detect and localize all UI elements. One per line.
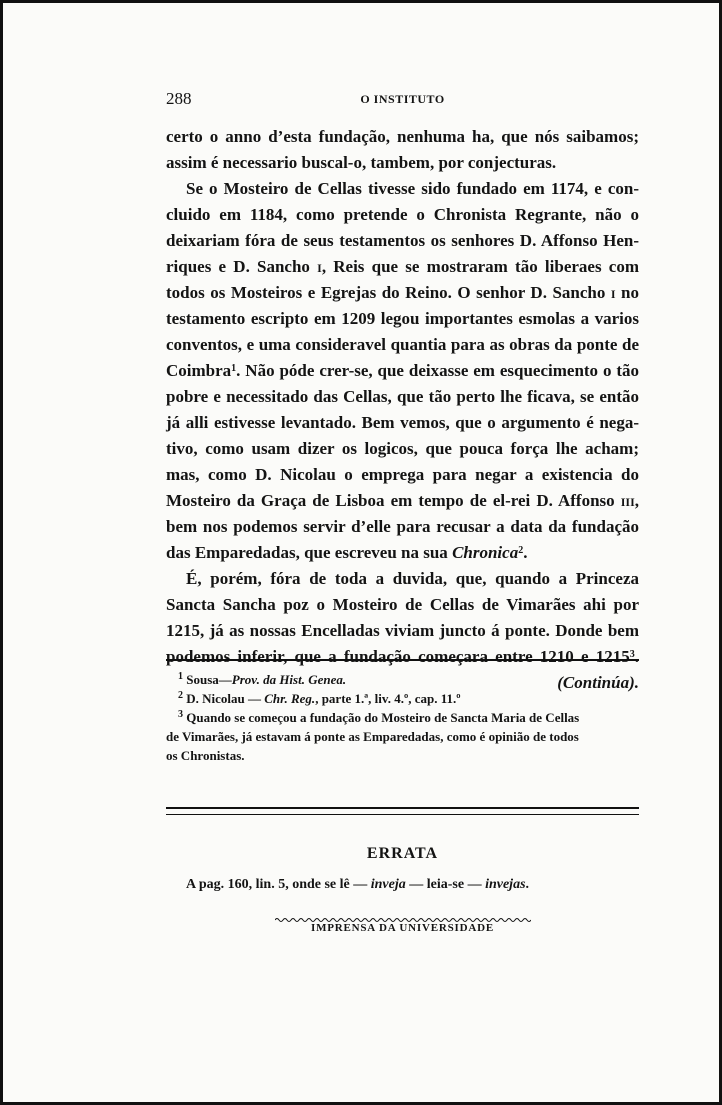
text-line (166, 358, 639, 384)
text-line: testamento escripto em 1209 legou importantes esmolas a varios (166, 309, 639, 328)
errata-title: ERRATA (366, 845, 439, 862)
book-title: Chronica (452, 543, 519, 562)
footnote-ref-1: 1 (231, 363, 237, 374)
footnote-ref-3: 3 (629, 649, 635, 660)
footnote-ref-2: 2 (518, 545, 524, 556)
footnote-3-cont: de Vimarães, já estavam á ponte as Emparedadas, como é opinião de todos (166, 729, 579, 744)
footnote-text: , parte 1.ª, liv. 4.º, cap. 11.º (315, 691, 461, 706)
text-line: Sancta Sancha poz o Mosteiro de Cellas de Vimarães ahi por (166, 595, 639, 614)
text-line: tivo, como usam dizer os logicos, que pouca força lhe acham; (166, 439, 639, 458)
text-line: já alli estivesse levantado. Bem vemos, que o argumento é nega- (166, 413, 639, 432)
text-run: das Emparedadas, que escreveu na sua (166, 543, 453, 562)
errata-entry (186, 877, 529, 893)
text-line: Se o Mosteiro de Cellas tivesse sido fundado em 1174, e con- (186, 179, 639, 198)
errata-middle: — leia-se — (405, 877, 486, 892)
text-line: riques e D. Sancho i, Reis que se mostraram tão liberaes com (166, 257, 639, 276)
text-line: certo o anno d’esta fundação, nenhuma ha, que nós saibamos; (166, 127, 639, 146)
footnote-italic: Chr. Reg. (264, 691, 316, 706)
page-number: 288 (166, 89, 192, 108)
section-double-rule (166, 807, 639, 815)
text-run: . (523, 543, 528, 562)
footnote-text: D. Nicolau — (183, 691, 265, 706)
text-line: pobre e necessitado das Cellas, que tão perto lhe ficava, se então (166, 387, 639, 406)
text-line: todos os Mosteiros e Egrejas do Reino. O senhor D. Sancho i no (166, 283, 639, 302)
footnote-text: Sousa— (183, 672, 232, 687)
errata-correct-word: invejas (485, 877, 526, 892)
footnote-rule (166, 659, 639, 661)
footnote-number: 1 (178, 671, 183, 682)
text-line: conventos, e uma consideravel quantia para as obras da ponte de (166, 335, 639, 354)
body-text (166, 124, 639, 696)
text-line: É, porém, fóra de toda a duvida, que, quando a Princeza (186, 569, 639, 588)
footnote-2 (178, 689, 639, 708)
errata-suffix: . (525, 877, 530, 892)
page-header (166, 89, 639, 109)
text-line: deixariam fóra de seus testamentos os senhores D. Affonso Hen- (166, 231, 639, 250)
text-line: mas, como D. Nicolau o emprega para negar a existencia do (166, 465, 639, 484)
footnotes (166, 670, 639, 765)
footnote-italic: Prov. da Hist. Genea. (231, 672, 347, 687)
text-line: 1215, já as nossas Encelladas viviam juncto á ponte. Donde bem (166, 621, 639, 640)
text-line (166, 644, 639, 670)
text-line: bem nos podemos servir d’elle para recusar a data da fundação (166, 517, 639, 536)
text-run: podemos inferir, que a fundação começara entre 1210 e 1215 (166, 647, 630, 666)
text-run: . (634, 647, 639, 666)
footnote-number: 3 (178, 709, 183, 720)
footnote-1 (178, 670, 639, 689)
text-run: . Não póde crer-se, que deixasse em esquecimento o tão (236, 361, 639, 380)
text-run: Coimbra (166, 361, 232, 380)
text-line: Mosteiro da Graça de Lisboa em tempo de el-rei D. Affonso iii, (166, 491, 639, 510)
footnote-3-cont: os Chronistas. (166, 748, 245, 763)
errata-wrong-word: inveja (370, 877, 406, 892)
footnote-3 (178, 708, 639, 727)
printer-imprint: IMPRENSA DA UNIVERSIDADE (310, 922, 494, 934)
continua-text: (Continúa). (557, 673, 639, 692)
text-line (166, 540, 639, 566)
text-line: assim é necessario buscal-o, tambem, por conjecturas. (166, 153, 557, 172)
text-line: cluido em 1184, como pretende o Chronista Regrante, não o (166, 205, 639, 224)
running-title: O INSTITUTO (360, 92, 445, 106)
errata-prefix: A pag. 160, lin. 5, onde se lê — (186, 877, 371, 892)
footnote-number: 2 (178, 690, 183, 701)
footnote-text: Quando se começou a fundação do Mosteiro de Sancta Maria de Cellas (183, 710, 580, 725)
